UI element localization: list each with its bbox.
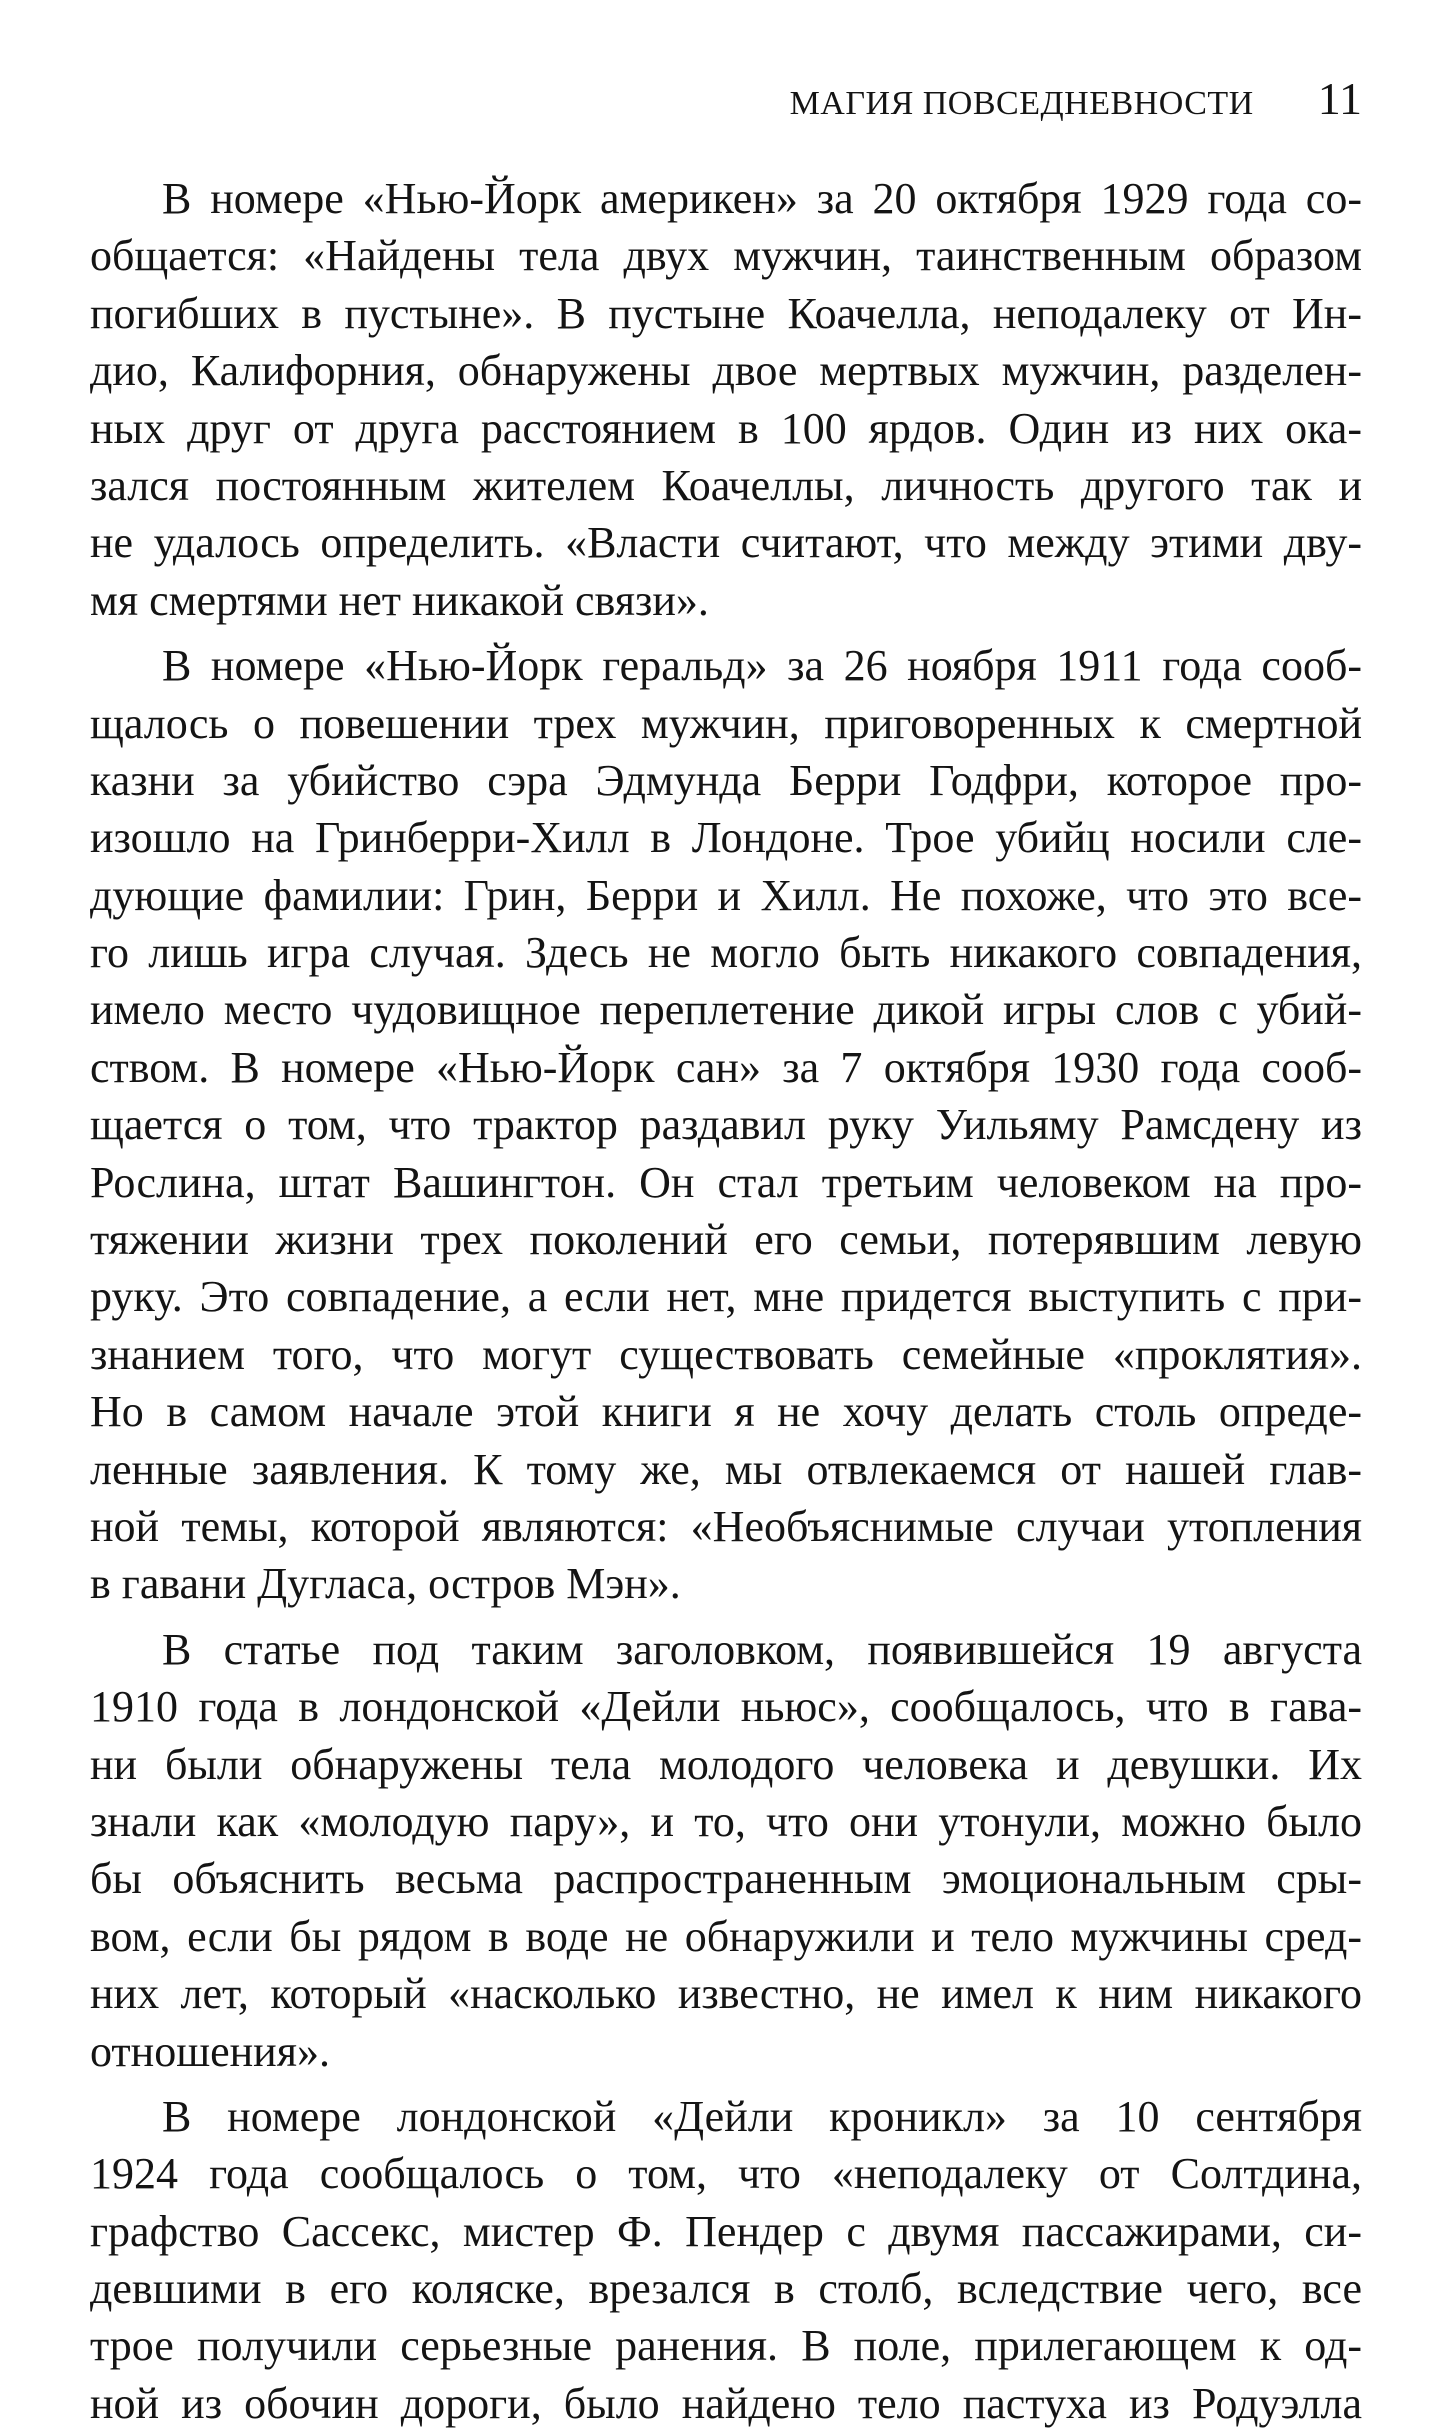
text-line: Рослина, штат Вашингтон. Он стал третьим человеком на про- (90, 1157, 1362, 1207)
running-header (90, 72, 1362, 132)
running-title: МАГИЯ ПОВСЕДНЕВНОСТИ (789, 85, 1254, 122)
text-line: го лишь игра случая. Здесь не могло быть никакого совпадения, (90, 928, 1362, 978)
paragraph (90, 2088, 1362, 2432)
text-line: графство Сассекс, мистер Ф. Пендер с двумя пассажирами, си- (90, 2206, 1362, 2256)
text-line: ных друг от друга расстоянием в 100 ярдов. Один из них ока- (90, 403, 1362, 453)
text-line: дующие фамилии: Грин, Берри и Хилл. Не похоже, что это все- (90, 870, 1362, 920)
text-line: тяжении жизни трех поколений его семьи, потерявшим левую (90, 1215, 1362, 1265)
text-line: казни за убийство сэра Эдмунда Берри Годфри, которое про- (90, 755, 1362, 805)
text-line: щается о том, что трактор раздавил руку Уильяму Рамсдену из (90, 1100, 1362, 1150)
text-line: них лет, который «насколько известно, не имел к ним никакого (90, 1969, 1362, 2019)
text-line: вом, если бы рядом в воде не обнаружили и тело мужчины сред- (90, 1911, 1362, 1961)
text-line: ством. В номере «Нью-Йорк сан» за 7 октября 1930 года сооб- (90, 1042, 1362, 1092)
text-line: общается: «Найдены тела двух мужчин, таинственным образом (90, 231, 1362, 281)
text-line: не удалось определить. «Власти считают, что между этими дву- (90, 518, 1362, 568)
text-line: щалось о повешении трех мужчин, приговоренных к смертной (90, 698, 1362, 748)
text-line: знали как «молодую пару», и то, что они утонули, можно было (90, 1796, 1362, 1846)
paragraph (90, 1621, 1362, 2080)
text-line: в гавани Дугласа, остров Мэн». (90, 1559, 681, 1609)
page-number: 11 (1317, 73, 1362, 124)
text-line: ной из обочин дороги, было найдено тело пастуха из Родуэлла (90, 2378, 1362, 2428)
text-line: мя смертями нет никакой связи». (90, 575, 709, 625)
text-line: погибших в пустыне». В пустыне Коачелла, неподалеку от Ин- (90, 288, 1362, 338)
text-line: имело место чудовищное переплетение дикой игры слов с убий- (90, 985, 1362, 1035)
text-line: руку. Это совпадение, а если нет, мне придется выступить с при- (90, 1272, 1362, 1322)
text-line: Но в самом начале этой книги я не хочу делать столь опреде- (90, 1387, 1362, 1437)
text-line: В статье под таким заголовком, появившейся 19 августа (162, 1624, 1362, 1674)
text-line: В номере «Нью-Йорк геральд» за 26 ноября 1911 года сооб- (162, 641, 1362, 691)
text-line: дио, Калифорния, обнаружены двое мертвых мужчин, разделен- (90, 346, 1362, 396)
text-line: девшими в его коляске, врезался в столб, вследствие чего, все (90, 2264, 1362, 2314)
body-text (90, 170, 1362, 2432)
text-line: зался постоянным жителем Коачеллы, личность другого так и (90, 460, 1362, 510)
text-line: отношения». (90, 2026, 330, 2076)
paragraph (90, 170, 1362, 629)
text-line: В номере «Нью-Йорк америкен» за 20 октября 1929 года со- (162, 174, 1362, 223)
text-line: трое получили серьезные ранения. В поле, прилегающем к од- (90, 2321, 1362, 2371)
text-line: В номере лондонской «Дейли кроникл» за 10 сентября (162, 2091, 1362, 2141)
paragraph (90, 637, 1362, 1613)
text-line: 1910 года в лондонской «Дейли ньюс», сообщалось, что в гава- (90, 1682, 1362, 1732)
text-line: ни были обнаружены тела молодого человека и девушки. Их (90, 1739, 1362, 1789)
text-line: ленные заявления. К тому же, мы отвлекаемся от нашей глав- (90, 1444, 1362, 1494)
text-line: изошло на Гринберри-Хилл в Лондоне. Трое убийц носили сле- (90, 813, 1362, 863)
text-line: знанием того, что могут существовать семейные «проклятия». (90, 1329, 1362, 1379)
text-line: ной темы, которой являются: «Необъяснимые случаи утопления (90, 1501, 1362, 1551)
text-line: 1924 года сообщалось о том, что «неподалеку от Солтдина, (90, 2149, 1362, 2199)
text-line: бы объяснить весьма распространенным эмоциональным сры- (90, 1854, 1362, 1904)
